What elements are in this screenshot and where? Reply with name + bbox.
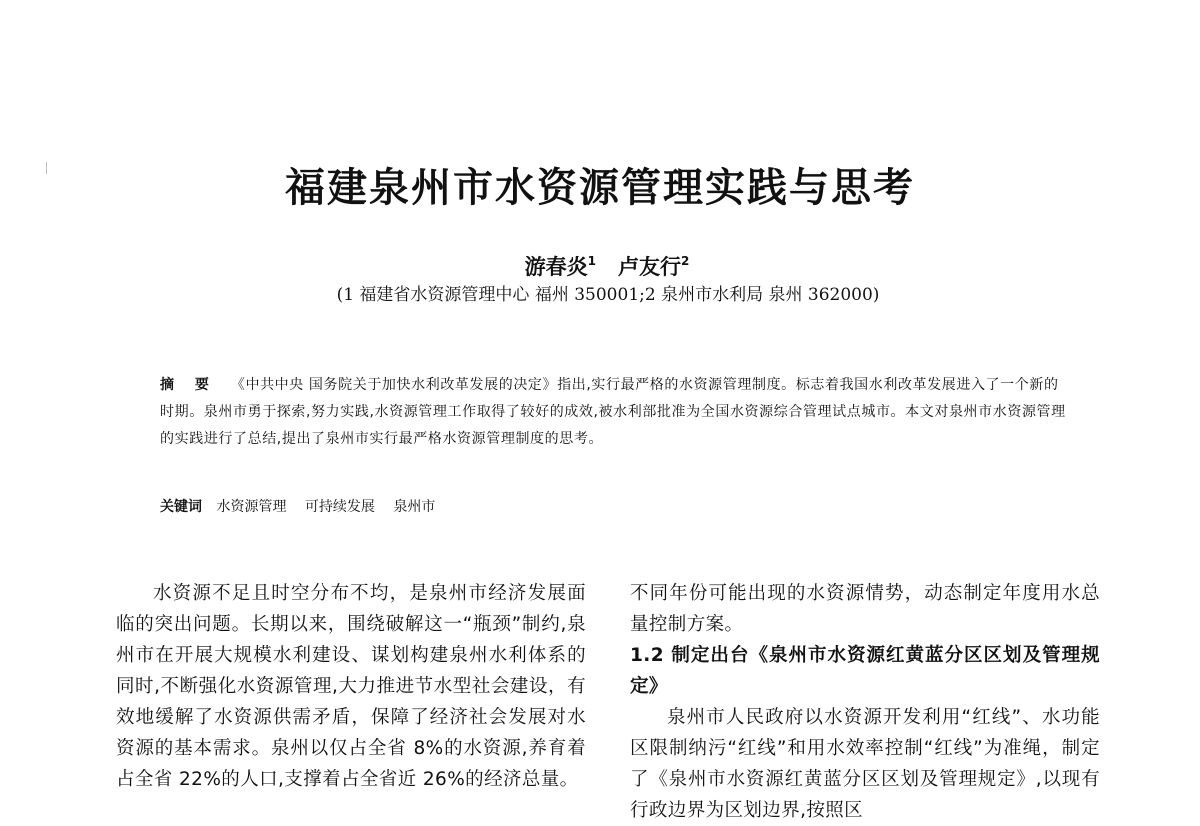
- body-paragraph: 泉州市人民政府以水资源开发利用“红线”、水功能区限制纳污“红线”和用水效率控制“红线”为准绳，制定了《泉州市水资源红黄蓝分区区划及管理规定》,以现有行政边界为区划边界,按照区: [630, 707, 1100, 821]
- section-heading: 1.2 制定出台《泉州市水资源红黄蓝分区区划及管理规定》: [630, 645, 1100, 697]
- author-affiliation-mark: 2: [680, 254, 690, 268]
- abstract-label: 摘 要: [160, 377, 217, 393]
- abstract-text: 《中共中央 国务院关于加快水利改革发展的决定》指出,实行最严格的水资源管理制度。标志着我国水利改革发展进入了一个新的时期。泉州市勇于探索,努力实践,水资源管理工作取得了较好的成效,被水利部批准为全国水资源综合管理试点城市。本文对泉州市水资源管理的实践进行了总结,提出了泉州市实行最严格水资源管理制度的思考。: [160, 377, 1066, 447]
- body-column-right: [630, 578, 1100, 826]
- abstract: [160, 372, 1066, 453]
- affiliation-line: (1 福建省水资源管理中心 福州 350001;2 泉州市水利局 泉州 362000): [336, 285, 880, 305]
- body-column-left: [116, 578, 586, 795]
- body-paragraph: 水资源不足且时空分布不均，是泉州市经济发展面临的突出问题。长期以来，围绕破解这一“瓶颈”制约,泉州市在开展大规模水利建设、谋划构建泉州水利体系的同时,不断强化水资源管理,大力推进节水型社会建设，有效地缓解了水资源供需矛盾，保障了经济社会发展对水资源的基本需求。泉州以仅占全省 8%的水资源,养育着占全省 22%的人口,支撑着占全省近 26%的经济总量。: [116, 583, 586, 790]
- author-line: [0, 246, 1200, 282]
- body-paragraph-continuation: 不同年份可能出现的水资源情势，动态制定年度用水总量控制方案。: [630, 583, 1100, 635]
- keyword: 水资源管理: [216, 499, 287, 515]
- author-name: 游春炎: [524, 255, 588, 279]
- author-name: 卢友行: [617, 255, 681, 279]
- keyword: 泉州市: [393, 499, 436, 515]
- keyword: 可持续发展: [304, 499, 375, 515]
- author-affiliation-mark: 1: [587, 254, 597, 268]
- keywords: [160, 494, 1066, 520]
- article-title: 福建泉州市水资源管理实践与思考: [285, 164, 915, 211]
- keywords-label: 关键词: [160, 499, 202, 515]
